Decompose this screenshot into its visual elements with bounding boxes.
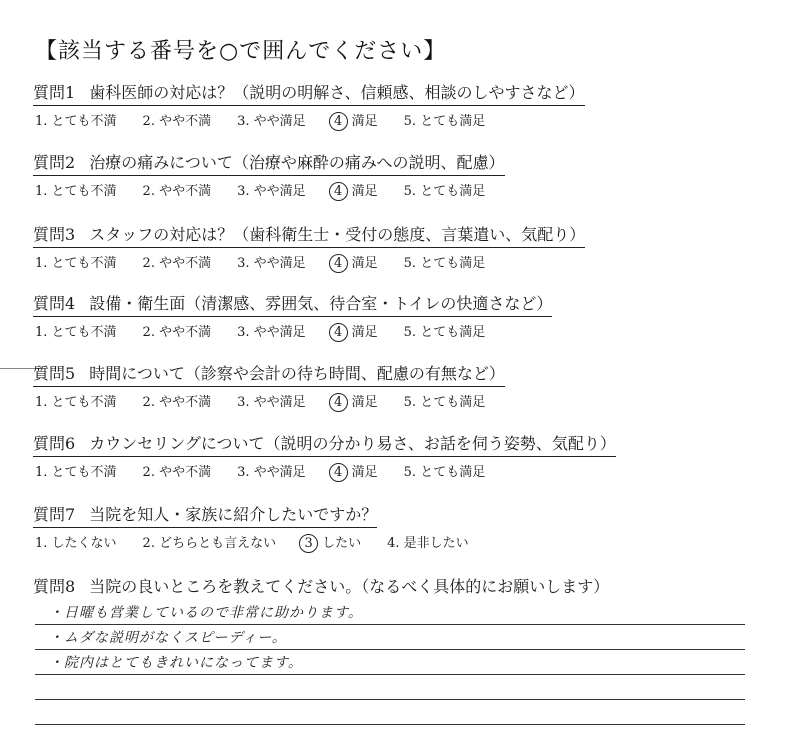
option-1[interactable] [33, 532, 119, 553]
question-text: 時間について（診察や会計の待ち時間、配慮の有無など） [89, 364, 505, 383]
option-5[interactable] [402, 461, 488, 482]
answer-options [33, 461, 616, 482]
question-text: 当院を知人・家族に紹介したいですか？ [89, 505, 378, 524]
answer-options [33, 391, 509, 412]
option-label: 満足 [351, 325, 378, 340]
option-selected-circled[interactable] [330, 391, 380, 412]
option-3[interactable] [235, 391, 308, 412]
option-2[interactable] [141, 110, 214, 131]
question-text: 歯科医師の対応は？（説明の明解さ、信頼感、相談のしやすさなど） [89, 83, 585, 102]
option-selected-circled[interactable] [330, 110, 380, 131]
page-title: 【該当する番号を○で囲んでください】 [35, 39, 447, 64]
option-label: 2. やや不満 [142, 325, 212, 340]
question-number: 質問1 [33, 83, 76, 102]
option-label: 1. とても不満 [35, 184, 117, 199]
option-5[interactable] [402, 110, 488, 131]
option-label: 3. やや満足 [237, 114, 306, 129]
option-selected-circled[interactable] [300, 532, 363, 553]
option-label: 1. とても不満 [35, 465, 117, 480]
question-number: 質問7 [33, 505, 76, 524]
question-text: スタッフの対応は？（歯科衛生士・受付の態度、言葉遣い、気配り） [89, 225, 586, 244]
answer-options [33, 252, 585, 273]
option-label: 2. やや不満 [142, 465, 212, 480]
option-label: 1. したくない [35, 536, 117, 551]
option-selected-circled[interactable] [330, 180, 380, 201]
answer-line-2 [35, 625, 745, 650]
option-selected-circled[interactable] [330, 252, 380, 273]
option-label: 5. とても満足 [403, 395, 486, 410]
question-number: 質問2 [33, 153, 76, 172]
circled-number: 3 [299, 534, 318, 553]
option-2[interactable] [141, 252, 214, 273]
question-5-text-line [33, 361, 505, 387]
option-label: 4. 是非したい [387, 536, 469, 551]
option-label: 3. やや満足 [237, 256, 306, 271]
option-3[interactable] [235, 252, 308, 273]
option-label: 2. どちらとも言えない [142, 536, 277, 551]
answer-line-3 [35, 650, 745, 675]
option-label: 満足 [351, 184, 378, 199]
question-4-text-line [33, 291, 552, 317]
question-text: 治療の痛みについて（治療や麻酔の痛みへの説明、配慮） [89, 153, 505, 172]
question-6-text-line [33, 431, 616, 457]
option-label: 満足 [351, 395, 378, 410]
question-7-text-line [33, 502, 377, 528]
circled-number: 4 [329, 323, 348, 342]
answer-line-4 [35, 675, 745, 700]
option-5[interactable] [402, 180, 488, 201]
question-7 [33, 502, 493, 553]
question-2-text-line [33, 150, 505, 176]
option-5[interactable] [402, 391, 488, 412]
question-text: 設備・衛生面（清潔感、雰囲気、待合室・トイレの快適さなど） [89, 294, 553, 313]
option-1[interactable] [33, 461, 119, 482]
option-3[interactable] [235, 110, 308, 131]
question-2 [33, 150, 509, 201]
option-selected-circled[interactable] [330, 321, 380, 342]
option-5[interactable] [402, 321, 488, 342]
answer-options [33, 110, 585, 131]
handwritten-answer-2: ・ムダな説明がなくスピーディー。 [49, 630, 287, 646]
answer-options [33, 180, 509, 201]
option-label: 2. やや不満 [142, 256, 212, 271]
question-5 [33, 361, 509, 412]
option-2[interactable] [141, 532, 279, 553]
option-2[interactable] [141, 180, 214, 201]
option-label: 5. とても満足 [403, 465, 486, 480]
option-label: 満足 [351, 465, 378, 480]
option-label: 5. とても満足 [403, 114, 486, 129]
circled-number: 4 [329, 393, 348, 412]
circled-number: 4 [329, 182, 348, 201]
option-3[interactable] [235, 461, 308, 482]
circled-number: 4 [329, 463, 348, 482]
option-3[interactable] [235, 321, 308, 342]
option-label: 3. やや満足 [237, 325, 306, 340]
option-label: 2. やや不満 [142, 395, 212, 410]
handwritten-answer-1: ・日曜も営業しているので非常に助かります。 [49, 605, 363, 621]
option-label: 3. やや満足 [237, 395, 306, 410]
answer-options [33, 532, 493, 553]
option-3[interactable] [235, 180, 308, 201]
option-5[interactable] [402, 252, 488, 273]
question-4 [33, 291, 552, 342]
answer-line-5 [35, 700, 745, 725]
question-text: 当院の良いところを教えてください。（なるべく具体的にお願いします） [89, 577, 610, 596]
option-label: 1. とても不満 [35, 395, 117, 410]
option-label: 5. とても満足 [403, 325, 486, 340]
option-label: したい [322, 536, 362, 551]
option-label: 5. とても満足 [403, 256, 486, 271]
option-selected-circled[interactable] [330, 461, 380, 482]
answer-options [33, 321, 552, 342]
option-label: 1. とても不満 [35, 114, 117, 129]
circled-number: 4 [329, 112, 348, 131]
circled-number: 4 [329, 254, 348, 273]
question-number: 質問5 [33, 364, 76, 383]
option-1[interactable] [33, 110, 119, 131]
question-number: 質問4 [33, 294, 76, 313]
question-6 [33, 431, 616, 482]
option-2[interactable] [141, 391, 214, 412]
question-1 [33, 80, 585, 131]
question-number: 質問3 [33, 225, 76, 244]
option-4[interactable] [385, 532, 471, 553]
answer-lines [35, 600, 745, 725]
question-8 [33, 574, 609, 599]
option-1[interactable] [33, 252, 119, 273]
option-label: 2. やや不満 [142, 114, 212, 129]
option-label: 5. とても満足 [403, 184, 486, 199]
option-label: 満足 [351, 256, 378, 271]
question-number: 質問6 [33, 434, 76, 453]
option-1[interactable] [33, 180, 119, 201]
question-number: 質問8 [33, 577, 76, 596]
option-label: 1. とても不満 [35, 256, 117, 271]
option-label: 3. やや満足 [237, 184, 306, 199]
handwritten-answer-3: ・院内はとてもきれいになってます。 [49, 655, 303, 671]
option-label: 1. とても不満 [35, 325, 117, 340]
question-3-text-line [33, 222, 585, 248]
question-1-text-line [33, 80, 585, 106]
answer-line-1 [35, 600, 745, 625]
option-2[interactable] [141, 321, 214, 342]
option-2[interactable] [141, 461, 214, 482]
question-8-text-line [33, 574, 609, 599]
option-1[interactable] [33, 391, 119, 412]
question-3 [33, 222, 585, 273]
question-text: カウンセリングについて（説明の分かり易さ、お話を伺う姿勢、気配り） [89, 434, 616, 453]
option-label: 2. やや不満 [142, 184, 212, 199]
option-label: 満足 [351, 114, 378, 129]
option-label: 3. やや満足 [237, 465, 306, 480]
option-1[interactable] [33, 321, 119, 342]
